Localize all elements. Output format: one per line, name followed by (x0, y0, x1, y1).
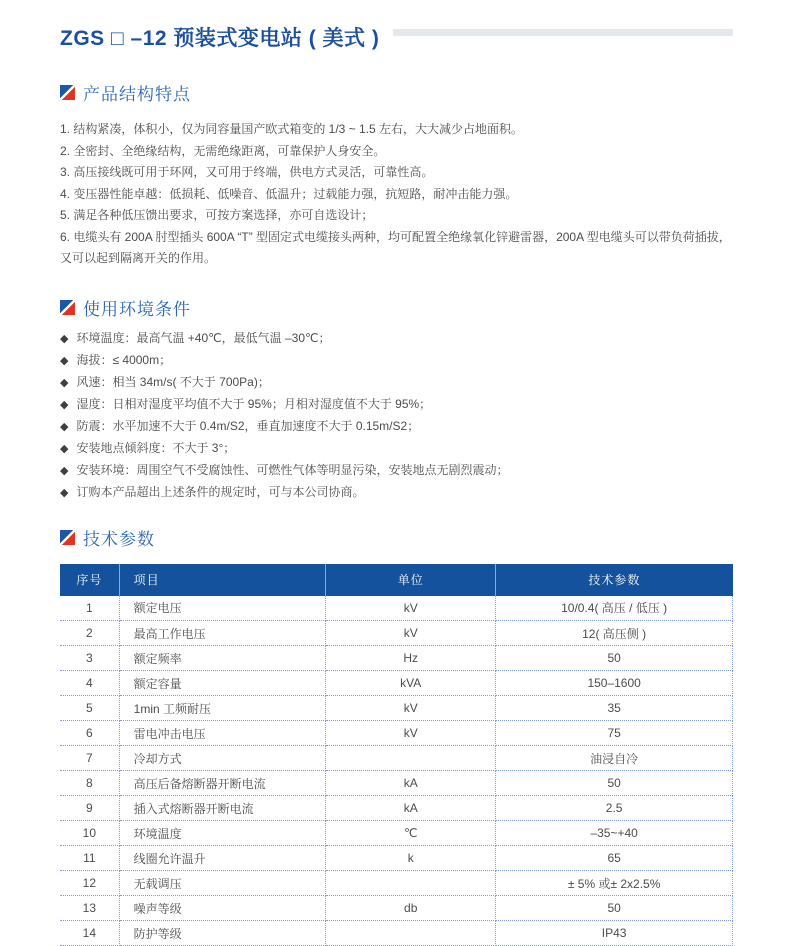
table-row (60, 621, 733, 646)
condition-item (60, 416, 733, 438)
table-row (60, 671, 733, 696)
table-cell: 高压后备熔断器开断电流 (119, 771, 325, 796)
table-cell: 环境温度 (119, 821, 325, 846)
table-cell (326, 921, 496, 946)
features-heading-label: 产品结构特点 (83, 80, 191, 105)
table-cell: 1min 工频耐压 (119, 696, 325, 721)
table-cell: 1 (60, 596, 119, 621)
table-cell: 12( 高压侧 ) (496, 621, 733, 646)
diamond-bullet-icon: ◆ (60, 351, 68, 372)
table-row (60, 846, 733, 871)
header-cell-item: 项目 (119, 564, 325, 596)
table-cell: 50 (496, 646, 733, 671)
table-cell: 3 (60, 646, 119, 671)
feature-item: 3. 高压接线既可用于环网，又可用于终端，供电方式灵活，可靠性高。 (60, 162, 733, 184)
conditions-heading (60, 295, 733, 320)
table-cell: ℃ (326, 821, 496, 846)
section-product-features (60, 80, 733, 270)
table-cell: 11 (60, 846, 119, 871)
table-cell: ± 5% 或± 2x2.5% (496, 871, 733, 896)
diamond-bullet-icon: ◆ (60, 461, 68, 482)
table-cell: 10/0.4( 高压 / 低压 ) (496, 596, 733, 621)
table-cell: 额定电压 (119, 596, 325, 621)
table-row (60, 596, 733, 621)
feature-item: 4. 变压器性能卓越：低损耗、低噪音、低温升；过载能力强，抗短路，耐冲击能力强。 (60, 184, 733, 206)
table-cell: 雷电冲击电压 (119, 721, 325, 746)
table-row (60, 896, 733, 921)
feature-list (60, 119, 733, 270)
diamond-bullet-icon: ◆ (60, 373, 68, 394)
table-row (60, 721, 733, 746)
section-usage-conditions (60, 295, 733, 504)
table-cell: 2 (60, 621, 119, 646)
parameters-heading-label: 技术参数 (83, 525, 155, 550)
table-cell: 线圈允许温升 (119, 846, 325, 871)
condition-item (60, 438, 733, 460)
condition-text: 海拔：≤ 4000m； (76, 350, 171, 371)
table-cell: 最高工作电压 (119, 621, 325, 646)
table-cell: kV (326, 721, 496, 746)
diamond-bullet-icon: ◆ (60, 439, 68, 460)
table-cell: 额定频率 (119, 646, 325, 671)
table-cell: 8 (60, 771, 119, 796)
header-cell-index: 序号 (60, 564, 119, 596)
table-cell: 35 (496, 696, 733, 721)
diamond-bullet-icon: ◆ (60, 483, 68, 504)
conditions-heading-label: 使用环境条件 (83, 295, 191, 320)
parameters-table-body (60, 596, 733, 946)
table-header-row (60, 564, 733, 596)
condition-text: 湿度：日相对湿度平均值不大于 95%；月相对湿度值不大于 95%； (76, 394, 431, 415)
table-row (60, 871, 733, 896)
table-cell: –35~+40 (496, 821, 733, 846)
table-cell: 6 (60, 721, 119, 746)
table-cell (326, 746, 496, 771)
table-cell: 75 (496, 721, 733, 746)
table-cell: 插入式熔断器开断电流 (119, 796, 325, 821)
diamond-bullet-icon: ◆ (60, 417, 68, 438)
table-cell: kA (326, 771, 496, 796)
table-cell: 13 (60, 896, 119, 921)
header-cell-unit: 单位 (326, 564, 496, 596)
condition-text: 环境温度：最高气温 +40℃，最低气温 –30℃； (76, 328, 330, 349)
table-cell: 7 (60, 746, 119, 771)
condition-text: 防震：水平加速不大于 0.4m/S2，垂直加速度不大于 0.15m/S2； (76, 416, 419, 437)
table-cell: db (326, 896, 496, 921)
condition-text: 订购本产品超出上述条件的规定时，可与本公司协商。 (76, 482, 364, 503)
features-heading (60, 80, 733, 105)
section-technical-parameters (60, 525, 733, 946)
blue-red-diagonal-square-icon (60, 85, 75, 100)
table-row (60, 696, 733, 721)
table-cell: k (326, 846, 496, 871)
table-cell: 额定容量 (119, 671, 325, 696)
condition-item (60, 482, 733, 504)
table-cell: 50 (496, 771, 733, 796)
table-cell (326, 871, 496, 896)
table-cell: 150–1600 (496, 671, 733, 696)
table-cell: kVA (326, 671, 496, 696)
feature-item: 1. 结构紧凑，体积小，仅为同容量国产欧式箱变的 1/3 ~ 1.5 左右，大大减少占地面积。 (60, 119, 733, 141)
page-title: ZGS □ –12 预装式变电站 ( 美式 ) (60, 22, 379, 52)
condition-item (60, 350, 733, 372)
table-cell: 噪声等级 (119, 896, 325, 921)
table-cell: 无载调压 (119, 871, 325, 896)
table-cell: 冷却方式 (119, 746, 325, 771)
table-cell: 4 (60, 671, 119, 696)
condition-item (60, 328, 733, 350)
table-cell: kV (326, 621, 496, 646)
table-row (60, 821, 733, 846)
condition-item (60, 460, 733, 482)
parameters-table (60, 564, 733, 946)
blue-red-diagonal-square-icon (60, 300, 75, 315)
condition-item (60, 372, 733, 394)
table-cell: IP43 (496, 921, 733, 946)
feature-item: 5. 满足各种低压馈出要求，可按方案选择，亦可自选设计； (60, 205, 733, 227)
table-cell: 防护等级 (119, 921, 325, 946)
conditions-list (60, 328, 733, 504)
header-cell-parameter: 技术参数 (496, 564, 733, 596)
feature-item: 2. 全密封、全绝缘结构，无需绝缘距离，可靠保护人身安全。 (60, 141, 733, 163)
condition-item (60, 394, 733, 416)
condition-text: 风速：相当 34m/s( 不大于 700Pa)； (76, 372, 269, 393)
parameters-table-header (60, 564, 733, 596)
table-cell: 2.5 (496, 796, 733, 821)
table-cell: 5 (60, 696, 119, 721)
table-cell: 50 (496, 896, 733, 921)
diamond-bullet-icon: ◆ (60, 329, 68, 350)
condition-text: 安装环境：周围空气不受腐蚀性、可燃性气体等明显污染，安装地点无剧烈震动； (76, 460, 508, 481)
table-cell: 12 (60, 871, 119, 896)
diamond-bullet-icon: ◆ (60, 395, 68, 416)
table-cell: 10 (60, 821, 119, 846)
blue-red-diagonal-square-icon (60, 530, 75, 545)
table-row (60, 796, 733, 821)
table-row (60, 746, 733, 771)
table-cell: kV (326, 696, 496, 721)
parameters-heading (60, 525, 733, 550)
table-row (60, 771, 733, 796)
table-row (60, 646, 733, 671)
table-cell: 65 (496, 846, 733, 871)
table-cell: 油浸自冷 (496, 746, 733, 771)
table-cell: Hz (326, 646, 496, 671)
table-cell: 14 (60, 921, 119, 946)
table-cell: 9 (60, 796, 119, 821)
condition-text: 安装地点倾斜度：不大于 3°； (76, 438, 235, 459)
table-cell: kV (326, 596, 496, 621)
feature-item: 6. 电缆头有 200A 肘型插头 600A “T” 型固定式电缆接头两种，均可配置全绝缘氧化锌避雷器，200A 型电缆头可以带负荷插拔，又可以起到隔离开关的作用。 (60, 227, 733, 270)
title-row (60, 22, 733, 52)
table-row (60, 921, 733, 946)
title-decorative-bar (393, 29, 733, 36)
table-cell: kA (326, 796, 496, 821)
